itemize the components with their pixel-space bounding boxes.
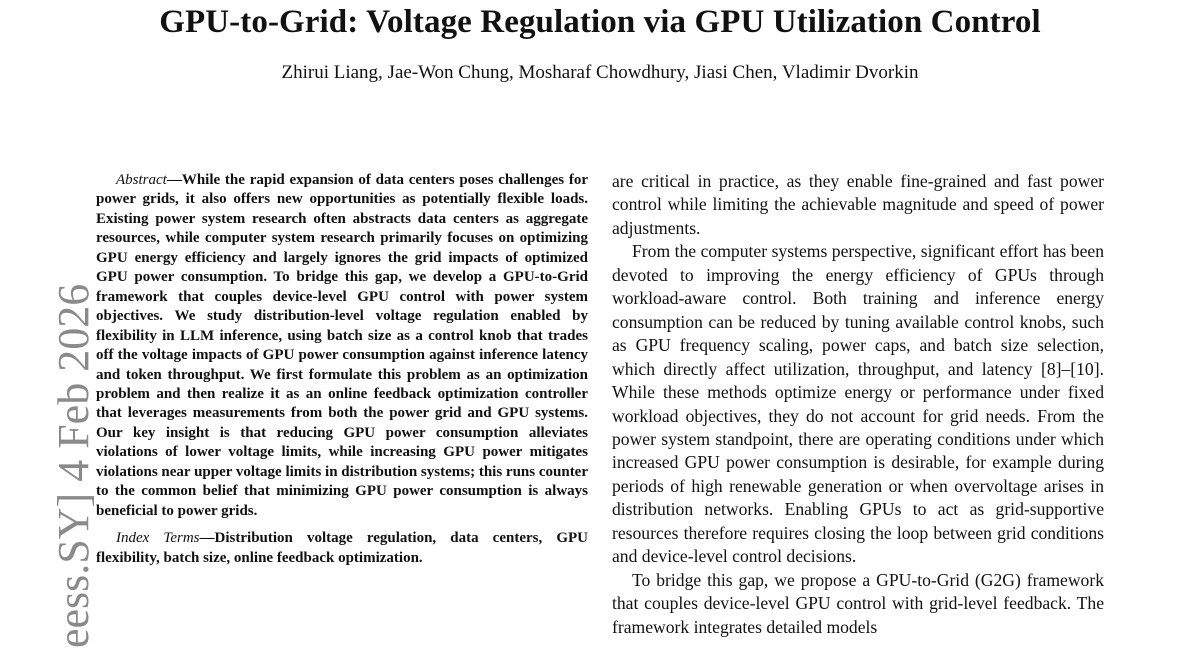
arxiv-identifier-stamp: eess.SY] 4 Feb 2026 (49, 283, 98, 648)
paper-title: GPU-to-Grid: Voltage Regulation via GPU Utilization Control (159, 4, 1041, 40)
abstract-body: —While the rapid expansion of data centers poses challenges for power grids, it also offers new opportunities as potentially flexible loads. Existing power system research often abstracts data centers as aggregate resources, while computer system research primarily focuses on optimizing GPU energy efficiency and largely ignores the grid impacts of optimized GPU power consumption. To bridge this gap, we develop a GPU-to-Grid framework that couples device-level GPU control with power system objectives. We study distribution-level voltage regulation enabled by flexibility in LLM inference, using batch size as a control knob that trades off the voltage impacts of GPU power consumption against inference latency and token throughput. We first formulate this problem as an optimization problem and then realize it as an online feedback optimization controller that leverages measurements from both the power grid and GPU systems. Our key insight is that reducing GPU power consumption alleviates violations of lower voltage limits, while increasing GPU power mitigates violations near upper voltage limits in distribution systems; this runs counter to the common belief that minimizing GPU power consumption is always beneficial to power grids. (96, 172, 588, 519)
abstract-paragraph (96, 171, 588, 521)
author-list: Zhirui Liang, Jae-Won Chung, Mosharaf Chowdhury, Jiasi Chen, Vladimir Dvorkin (281, 62, 919, 83)
index-terms-heading: Index Terms (116, 530, 200, 547)
body-paragraph-3: To bridge this gap, we propose a GPU-to-Grid (G2G) framework that couples device-level GPU control with grid-level feedback. The framework integrates detailed models (612, 569, 1104, 637)
abstract-section (96, 171, 588, 568)
body-paragraph-1: are critical in practice, as they enable fine-grained and fast power control while limiting the achievable magnitude and speed of power adjustments. (612, 171, 1104, 238)
abstract-heading: Abstract (116, 172, 167, 188)
introduction-column (612, 170, 1104, 639)
index-terms-paragraph (96, 529, 588, 568)
index-terms-body: —Distribution voltage regulation, data centers, GPU flexibility, batch size, online feedback optimization. (96, 530, 588, 566)
body-paragraph-2: From the computer systems perspective, significant effort has been devoted to improving the energy efficiency of GPUs through workload-aware control. Both training and inference energy consumption can be reduced by tuning available control knobs, such as GPU frequency scaling, power caps, and batch size selection, which directly affect utilization, throughput, and latency [8]–[10]. While these methods optimize energy or performance under fixed workload objectives, they do not account for grid needs. From the power system standpoint, there are operating conditions under which increased GPU power consumption is desirable, for example during periods of high renewable generation or when overvoltage arises in distribution networks. Enabling GPUs to act as grid-supportive resources therefore requires closing the loop between grid conditions and device-level control decisions. (612, 241, 1104, 567)
